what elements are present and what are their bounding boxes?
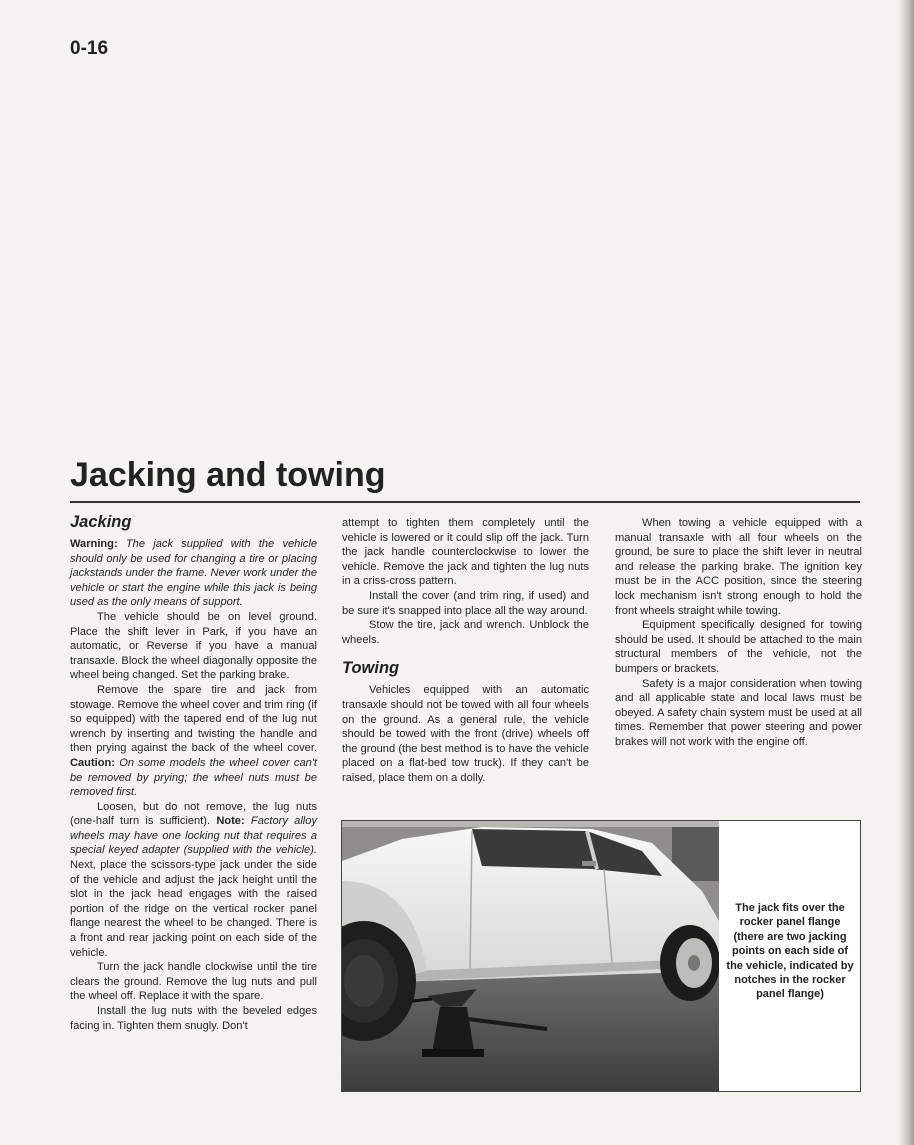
- towing-paragraph-3: Equipment specifically designed for towing should be used. It should be attached to the main structural members of the vehicle, not the bumpers or brackets.: [615, 619, 862, 675]
- car-on-jack-illustration: [342, 821, 719, 1091]
- jacking-paragraph-1: The vehicle should be on level ground. Place the shift lever in Park, if you have an automatic, or Reverse if you have a manual transaxle. Block the wheel diagonally opposite the wheel being changed. Set the parking brake.: [70, 610, 317, 682]
- warning-text: The jack supplied with the vehicle should only be used for changing a tire or placing jackstands under the frame. Never work under the vehicle or start the engine while this jack is being used as the only means of support.: [70, 538, 317, 609]
- jacking-paragraph-6: attempt to tighten them completely until the vehicle is lowered or it could slip off the jack. Turn the jack handle counterclockwise to lower the vehicle. Remove the jack and tighten the lug nuts in a criss-cross pattern.: [342, 517, 589, 588]
- column-2: [342, 516, 589, 786]
- section-title: Jacking and towing: [70, 456, 386, 494]
- caution-label: Caution:: [70, 756, 115, 769]
- towing-heading: Towing: [342, 659, 400, 678]
- jacking-paragraph-4: Turn the jack handle clockwise until the tire clears the ground. Remove the lug nuts and pull the wheel off. Replace it with the spare.: [70, 961, 317, 1003]
- note-label: Note:: [216, 815, 245, 828]
- figure-caption: The jack fits over the rocker panel flange (there are two jacking points on each side of the vehicle, indicated by notches in the rocker panel flange): [726, 902, 854, 1001]
- warning-label: Warning:: [70, 538, 118, 550]
- jacking-paragraph-3: [70, 800, 317, 961]
- towing-paragraph-4: Safety is a major consideration when towing and all applicable state and local laws must be obeyed. A safety chain system must be used at all times. Remember that power steering and power brakes will not work with the engine off.: [615, 677, 862, 748]
- jacking-paragraph-2: [70, 683, 317, 800]
- jacking-paragraph-5: Install the lug nuts with the beveled edges facing in. Tighten them snugly. Don't: [70, 1005, 317, 1032]
- jacking-heading: Jacking: [70, 513, 132, 531]
- jacking-paragraph-7: Install the cover (and trim ring, if used) and be sure it's snapped into place all the way around.: [342, 589, 589, 617]
- note-text: Factory alloy wheels may have one locking nut that requires a special keyed adapter (supplied with the vehicle).: [70, 815, 317, 857]
- jack-photo: [342, 821, 719, 1091]
- towing-paragraph-2: When towing a vehicle equipped with a manual transaxle with all four wheels on the ground, be sure to place the shift lever in neutral and release the parking brake. The ignition key must be in the ACC position, since the steering lock mechanism isn't strong enough to hold the front wheels straight while towing.: [615, 517, 862, 617]
- page-edge-shadow: [898, 0, 914, 1145]
- page-number: 0-16: [70, 38, 109, 59]
- column-3: [615, 516, 862, 750]
- towing-paragraph-1: Vehicles equipped with an automatic transaxle should not be towed with all four wheels on the ground. As a general rule, the vehicle should be towed with the front (drive) wheels off the ground (the best method is to have the vehicle placed on a flat-bed tow truck). If they can't be raised, place them on a dolly.: [342, 684, 589, 784]
- jacking-warning: [70, 537, 317, 610]
- jacking-paragraph-2-text: Remove the spare tire and jack from stowage. Remove the wheel cover and trim ring (if so equipped) with the tapered end of the lug nut wrench by inserting and twisting the handle and then prying against the back of the wheel cover.: [70, 683, 317, 755]
- jacking-paragraph-3-rest: Next, place the scissors-type jack under the side of the vehicle and adjust the jack height until the slot in the jack head engages with the raised portion of the ridge on the vertical rocker panel flange nearest the wheel to be changed. There is a front and rear jacking point on each side of the vehicle.: [70, 859, 317, 959]
- figure: [341, 820, 861, 1092]
- column-1: [70, 512, 317, 1033]
- jacking-paragraph-3-text: Loosen, but do not remove, the lug nuts (one-half turn is sufficient).: [70, 800, 317, 828]
- title-rule: [70, 501, 860, 503]
- caution-text: On some models the wheel cover can't be removed by prying; the wheel nuts must be removed first.: [70, 756, 317, 799]
- jacking-paragraph-8: Stow the tire, jack and wrench. Unblock the wheels.: [342, 619, 589, 646]
